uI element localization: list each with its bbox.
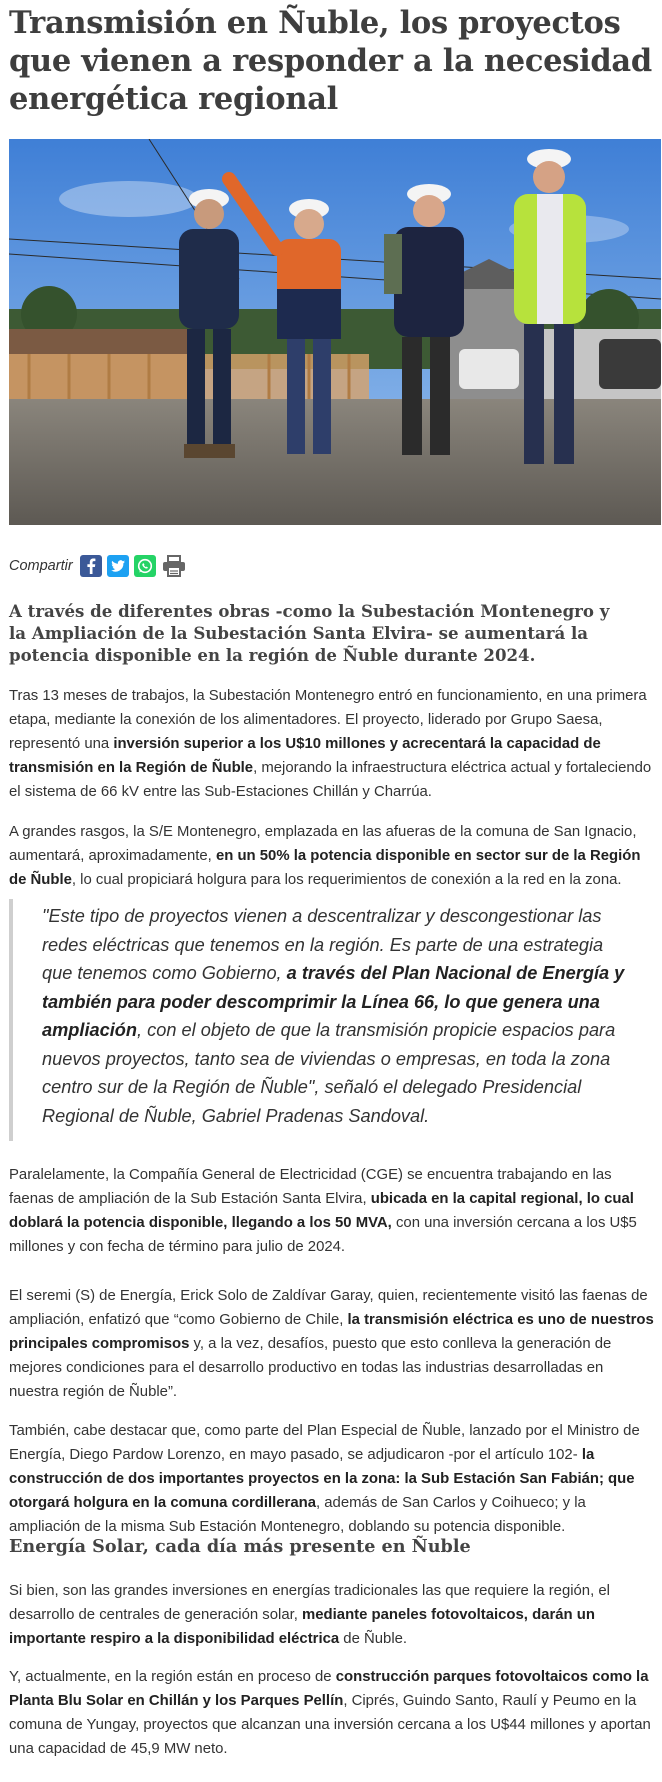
paragraph: A grandes rasgos, la S/E Montenegro, emplazada en las afueras de la comuna de San Ignacio, aumentará, aproximadamente, en un 50% la potencia disponible en sector sur de la Región de Ñuble, lo cual propiciará holgura para los requerimientos de conexión a la red en la zona.: [9, 824, 641, 888]
paragraph: Tras 13 meses de trabajos, la Subestación Montenegro entró en funcionamiento, en una primera etapa, mediante la conexión de los alimentadores. El proyecto, liderado por Grupo Saesa, representó una inversión superior a los U$10 millones y acrecentará la capacidad de transmisión en la Región de Ñuble, mejorando la infraestructura eléctrica actual y fortaleciendo el sistema de 66 kV entre las Sub-Estaciones Chillán y Charrúa.: [9, 688, 652, 800]
whatsapp-icon: [134, 555, 156, 577]
paragraph: Y, actualmente, en la región están en proceso de construcción parques fotovoltaicos como la Planta Blu Solar en Chillán y los Parques Pellín, Ciprés, Guindo Santo, Raulí y Peumo en la comuna de Yungay, proyectos que alcanzan una inversión cercana a los U$44 millones y aportan una capacidad de 45,9 MW neto.: [9, 1669, 651, 1757]
paragraph: Si bien, son las grandes inversiones en energías tradicionales las que requiere la región, el desarrollo de centrales de generación solar, mediante paneles fotovoltaicos, darán un importante respiro a la disponibilidad eléctrica de Ñuble.: [9, 1583, 610, 1647]
article-hero-image: [9, 139, 661, 525]
print-icon: [161, 554, 187, 578]
whatsapp-share-button[interactable]: [134, 555, 156, 577]
article-lead: A través de diferentes obras -como la Subestación Montenegro y la Ampliación de la Subestación Santa Elvira- se aumentará la potencia disponible en la región de Ñuble durante 2024.: [9, 601, 610, 665]
share-bar: [9, 553, 192, 579]
blockquote: [9, 899, 634, 1141]
share-label: Compartir: [9, 558, 73, 574]
paragraph: El seremi (S) de Energía, Erick Solo de Zaldívar Garay, quien, recientemente visitó las faenas de ampliación, enfatizó que “como Gobierno de Chile, la transmisión eléctrica es uno de nuestros principales compromisos y, a la vez, desafíos, puesto que esto conlleva la generación de mejores condiciones para el desarrollo productivo en todas las industrias desarrolladas en nuestra región de Ñuble”.: [9, 1288, 654, 1400]
paragraph: Paralelamente, la Compañía General de Electricidad (CGE) se encuentra trabajando en las faenas de ampliación de la Sub Estación Santa Elvira, ubicada en la capital regional, lo cual doblará la potencia disponible, llegando a los 50 MVA, con una inversión cercana a los U$5 millones y con fecha de término para julio de 2024.: [9, 1167, 637, 1255]
twitter-icon: [107, 555, 129, 577]
quote-text: "Este tipo de proyectos vienen a descentralizar y descongestionar las redes eléctricas que tenemos en la región. Es parte de una estrategia que tenemos como Gobierno, a través del Plan Nacional de Energía y también para poder descomprimir la Línea 66, lo que genera una ampliación, con el objeto de que la transmisión propicie espacios para nuevos proyectos, tanto sea de viviendas o empresas, en toda la zona centro sur de la Región de Ñuble", señaló el delegado Presidencial Regional de Ñuble, Gabriel Pradenas Sandoval.: [42, 906, 625, 1126]
facebook-icon: [80, 555, 102, 577]
article: [9, 0, 654, 1757]
facebook-share-button[interactable]: [80, 555, 102, 577]
paragraph: También, cabe destacar que, como parte del Plan Especial de Ñuble, lanzado por el Ministro de Energía, Diego Pardow Lorenzo, en mayo pasado, se adjudicaron -por el artículo 102- la construcción de dos importantes proyectos en la zona: la Sub Estación San Fabián; que otorgará holgura en la comuna cordillerana, además de San Carlos y Coihueco; y la ampliación de la misma Sub Estación Montenegro, doblando su potencia disponible.: [9, 1423, 640, 1535]
twitter-share-button[interactable]: [107, 555, 129, 577]
print-button[interactable]: [161, 555, 187, 577]
section-subtitle: Energía Solar, cada día más presente en Ñuble: [9, 1536, 471, 1557]
article-title: Transmisión en Ñuble, los proyectos que vienen a responder a la necesidad energética regional: [9, 5, 652, 117]
